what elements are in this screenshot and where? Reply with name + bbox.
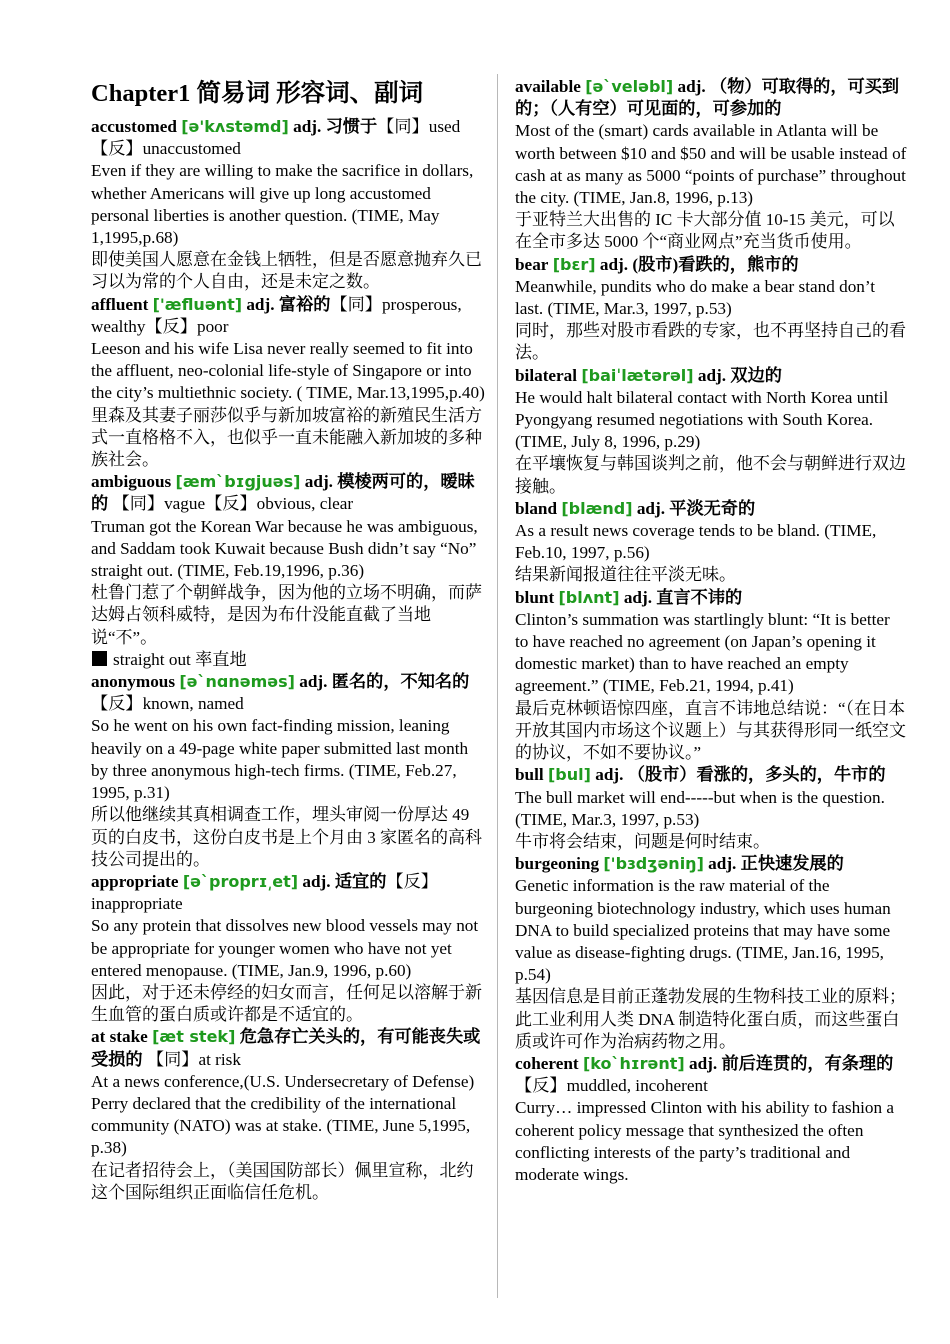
relations-inline: 【同】used【反】unaccustomed [91,117,461,159]
definition: 富裕的 [278,294,331,314]
example-text: Clinton’s summation was startlingly blunt: “It is better to have reached no agreement (on Japan’s opening it domestic market) than to have reached an empty agreement.” [515,609,890,696]
example-text: The bull market will end-----but when is the question. [515,787,885,807]
phonetic: [bɛr] [552,254,596,274]
headword: bland [515,498,558,518]
part-of-speech: adj. [708,854,737,874]
headword: coherent [515,1053,579,1073]
headword: affluent [91,294,149,314]
entry-heading [91,1026,486,1070]
example-sentence [515,609,907,698]
definition: 平淡无奇的 [669,498,756,518]
example-text: He would halt bilateral contact with North Korea until Pyongyang resumed negotiations with South Korea. [515,387,889,430]
definition: 适宜的 [334,871,387,891]
phonetic: [ə'kʌstəmd] [181,117,289,136]
vocab-entry [91,471,486,671]
example-sentence [91,516,486,583]
square-bullet-icon [92,651,107,666]
chapter-title: Chapter1 简易词 形容词、副词 [91,80,424,107]
definition: 危急存亡关头的，有可能丧失或受损的 [91,1027,481,1069]
definition: （物）可取得的，可买到的；（人有空）可见面的，可参加的 [515,77,900,119]
definition: （股市）看涨的，多头的，牛市的 [627,765,886,785]
vocab-entry [91,1026,486,1204]
example-sentence [515,787,907,831]
entry-heading [91,671,486,715]
chinese-translation: 因此，对于还未停经的妇女而言，任何足以溶解于新生血管的蛋白质或许都是不适宜的。 [91,982,482,1025]
phonetic: [ko`hɪrənt] [582,1053,685,1073]
relations-inline: 【反】inappropriate [91,871,438,914]
example-sentence [91,715,486,804]
vocab-entry [515,1053,907,1186]
example-sentence [91,160,486,249]
part-of-speech: adj. [246,294,275,314]
vocab-entry [91,116,486,294]
relations-inline: 【同】vague【反】obvious, clear [108,494,354,514]
chinese-translation: 所以他继续其真相调查工作，埋头审阅一份厚达 49 页的白皮书，这份白皮书是上个月由 3 家匿名的高科技公司提出的。 [91,805,482,869]
entry-heading [515,76,907,120]
example-sentence [91,338,486,405]
headword: appropriate [91,871,179,891]
part-of-speech: adj. [595,765,624,785]
entry-heading [515,365,907,387]
definition: (股市)看跌的，熊市的 [632,254,799,274]
phonetic: [æm`bɪgjuəs] [175,472,301,492]
phonetic: [æt stek] [152,1027,236,1047]
entry-heading [515,498,907,520]
left-column [91,76,486,1204]
phonetic: ['æfluənt] [152,294,243,314]
right-column [515,76,907,1186]
entry-heading [515,1053,907,1097]
example-sentence [91,1071,486,1160]
chinese-translation: 在记者招待会上，（美国国防部长）佩里宣称，北约这个国际组织正面临信任危机。 [91,1160,474,1202]
chinese-translation: 同时，那些对股市看跌的专家，也不再坚持自己的看法。 [515,321,906,363]
example-text: Genetic information is the raw material of the burgeoning biotechnology industry, which uses human DNA to build specialized proteins that may have some value as disease-fighting drugs. [515,876,891,962]
headword: bilateral [515,365,578,385]
entry-heading [91,116,486,160]
entry-heading [515,853,907,875]
source-citation: (TIME, Feb.27, 1995, p.31) [91,760,457,803]
example-sentence [515,120,907,209]
relations-inline: 【反】muddled, incoherent [515,1076,708,1096]
example-sentence [515,276,907,320]
example-sentence [515,520,907,564]
part-of-speech: adj. [688,1053,718,1073]
relations-inline: 【反】known, named [91,694,244,714]
headword: bear [515,254,549,274]
part-of-speech: adj. [636,498,665,518]
part-of-speech: adj. [304,472,333,492]
part-of-speech: adj. [677,77,706,96]
entry-heading [515,254,907,276]
example-text: Meanwhile, pundits who do make a bear stand don’t last. [515,276,876,319]
source-citation: (TIME, July 8, 1996, p.29) [515,432,701,452]
source-citation: (TIME, Jan.9, 1996, p.60) [231,960,412,980]
example-text: So any protein that dissolves new blood vessels may not be appropriate for younger women who have not yet entered menopause. [91,916,479,980]
source-citation: (TIME, Feb.21, 1994, p.41) [602,676,794,696]
chinese-translation: 结果新闻报道往往平淡无味。 [515,565,736,585]
phonetic: [baiˈlætərəl] [581,365,694,385]
example-text: Curry… impressed Clinton with his ability to fashion a coherent policy message that synthesized the often conflicting interests of the party’s traditional and moderate wings. [515,1098,895,1184]
entry-heading [91,294,486,338]
entry-heading [515,764,907,786]
example-sentence [91,915,486,982]
phonetic: ['bɜdʒəniŋ] [603,854,704,874]
note-text: straight out 率直地 [113,649,247,669]
phonetic: [bul] [547,765,591,785]
part-of-speech: adj. [599,254,629,274]
phonetic: [ə`veləbl] [585,77,674,96]
relations-inline: 【同】prosperous, wealthy【反】poor [91,294,462,336]
phonetic: [blænd] [561,498,633,518]
chinese-translation: 最后克林顿语惊四座，直言不讳地总结说：“（在日本开放其国内市场这个议题上）与其获得形同一纸空文的协议，不如不要协议。” [515,698,906,763]
definition: 双边的 [730,365,782,385]
left-entry-list [91,116,486,1204]
example-sentence [515,1097,907,1186]
chinese-translation: 牛市将会结束，问题是何时结束。 [515,831,770,851]
definition: 前后连贯的，有条理的 [721,1053,894,1073]
definition: 习惯于 [325,117,378,136]
example-text: Leeson and his wife Lisa never really seemed to fit into the affluent, neo-colonial life-style of Singapore or into the city’s multiethnic society. [91,339,473,403]
vocab-entry [91,871,486,1026]
source-citation: (TIME, Jan.16, 1995, p.54) [515,942,884,985]
vocab-entry [515,587,907,765]
headword: available [515,77,581,96]
vocab-entry [515,764,907,853]
source-citation: (TIME, Mar.3, 1997, p.53) [547,299,732,319]
part-of-speech: adj. [697,365,727,385]
right-entry-list [515,76,907,1186]
headword: burgeoning [515,854,600,874]
source-citation: (TIME, Jan.8, 1996, p.13) [573,188,754,208]
vocab-entry [91,671,486,871]
example-text: Even if they are willing to make the sacrifice in dollars, whether Americans will give up long accustomed personal liberties is another question. [91,161,474,225]
example-text: Truman got the Korean War because he was ambiguous, and Saddam took Kuwait because Bush didn’t say “No” straight out. [91,516,478,581]
vocab-entry [515,853,907,1053]
chinese-translation: 即使美国人愿意在金钱上牺牲，但是否愿意抛弃久已习以为常的个人自由，还是未定之数。 [91,250,482,292]
definition: 模棱两可的，暧昧的 [91,472,475,514]
chinese-translation: 里森及其妻子丽莎似乎与新加坡富裕的新殖民生活方式一直格格不入，也似乎一直未能融入新加坡的多种族社会。 [91,405,482,470]
vocab-entry [515,365,907,498]
chinese-translation: 杜鲁门惹了个朝鲜战争，因为他的立场不明确，而萨达姆占领科威特，是因为布什没能直截了当地说“不”。 [91,583,482,647]
entry-note [91,649,486,671]
source-citation: (TIME, Mar.3, 1997, p.53) [515,809,700,829]
chinese-translation: 基因信息是目前正蓬勃发展的生物科技工业的原料；此工业利用人类 DNA 制造特化蛋白质，而这些蛋白质或许可作为治病药物之用。 [515,987,906,1051]
vocab-entry [515,254,907,365]
definition: 匿名的，不知名的 [331,672,470,692]
vocab-entry [515,76,907,254]
example-text: As a result news coverage tends to be bland. [515,521,820,541]
relations-inline: 【同】at risk [142,1049,241,1069]
source-citation: (TIME, Feb.19,1996, p.36) [177,561,365,581]
vocab-entry [515,498,907,587]
part-of-speech: adj. [623,587,652,607]
headword: ambiguous [91,472,172,492]
source-citation: (TIME, June 5,1995, p.38) [91,1116,471,1158]
chinese-translation: 于亚特兰大出售的 IC 卡大部分值 10-15 美元，可以在全市多达 5000 个“商业网点”充当货币使用。 [515,210,895,252]
example-text: Most of the (smart) cards available in Atlanta will be worth between $10 and $50 and will be usable instead of cash at as many as 5000 “points of purchase” throughout the city. [515,121,907,208]
headword: blunt [515,587,555,607]
part-of-speech: adj. [299,672,328,692]
entry-heading [91,871,486,915]
entry-heading [91,471,486,515]
chinese-translation: 在平壤恢复与韩国谈判之前，他不会与朝鲜进行双边接触。 [515,454,906,496]
example-text: At a news conference,(U.S. Undersecretary of Defense) Perry declared that the credibility of the international community (NATO) was at stake. [91,1071,475,1136]
column-divider [497,74,498,1298]
definition: 正快速发展的 [740,854,844,874]
phonetic: [blʌnt] [558,587,620,607]
part-of-speech: adj. [293,117,322,136]
source-citation: (TIME, Feb.10, 1997, p.56) [515,521,877,563]
headword: at stake [91,1027,148,1047]
headword: accustomed [91,117,177,136]
source-citation: ( TIME, Mar.13,1995,p.40) [296,383,485,403]
phonetic: [ə`nɑnəməs] [179,672,295,692]
entry-heading [515,587,907,609]
example-text: So he went on his own fact-finding mission, leaning heavily on a 49-page white paper submitted last month by three anonymous high-tech firms. [91,716,469,780]
definition: 直言不讳的 [656,587,743,607]
source-citation: (TIME, May 1,1995,p.68) [91,205,440,248]
part-of-speech: adj. [302,871,331,891]
phonetic: [ə`proprɪ͵et] [182,871,299,891]
example-sentence [515,875,907,986]
example-sentence [515,387,907,454]
headword: anonymous [91,672,176,692]
headword: bull [515,765,544,785]
vocab-entry [91,294,486,472]
